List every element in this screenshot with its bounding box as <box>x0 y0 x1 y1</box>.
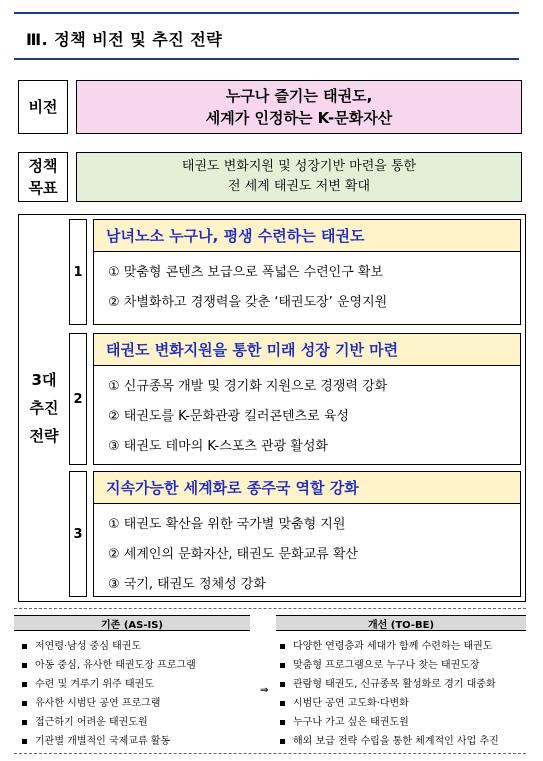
strategy-point: ② 태권도를 K-문화관광 킬러콘텐츠로 육성 <box>108 409 349 424</box>
list-item: 해외 보급 전략 수립을 통한 체계적인 사업 추진 <box>280 732 499 751</box>
as-is-list <box>22 637 196 751</box>
arrow-right-icon: ⇒ <box>260 685 269 696</box>
square-bullet-icon <box>280 701 285 706</box>
list-item: 다양한 연령층과 세대가 함께 수련하는 태권도 <box>280 637 499 656</box>
square-bullet-icon <box>280 663 285 668</box>
vision-line-2: 세계가 인정하는 K-문화자산 <box>205 109 393 127</box>
strategy-point: ② 차별화하고 경쟁력을 갖춘 ‘태권도장’ 운영지원 <box>108 295 388 310</box>
list-item: 접근하기 어려운 태권도원 <box>22 713 196 732</box>
goal-label <box>18 152 68 202</box>
strategy-points <box>94 504 520 600</box>
strategy-point: ③ 태권도 테마의 K-스포츠 관광 활성화 <box>108 439 328 454</box>
list-item: 시범단 공연 고도화·다변화 <box>280 694 499 713</box>
strategy-point: ② 세계인의 문화자산, 태권도 문화교류 확산 <box>108 547 358 562</box>
vision-line-1: 누구나 즐기는 태권도, <box>225 87 373 105</box>
strategy-points <box>94 366 520 462</box>
list-item: 누구나 가고 싶은 태권도원 <box>280 713 499 732</box>
square-bullet-icon <box>280 739 285 744</box>
goal-box <box>76 152 522 202</box>
strategy-number: 2 <box>69 333 87 465</box>
strategy-card <box>93 333 521 465</box>
strategy-label <box>19 215 69 601</box>
vision-label: 비전 <box>18 80 68 134</box>
strategy-number: 1 <box>69 219 87 325</box>
goal-line-2: 전 세계 태권도 저변 확대 <box>227 179 371 194</box>
strategy-title: 지속가능한 세계화로 종주국 역할 강화 <box>94 472 520 504</box>
section-title-bar <box>14 12 519 60</box>
square-bullet-icon <box>280 720 285 725</box>
strategy-point: ① 신규종목 개발 및 경기화 지원으로 경쟁력 강화 <box>108 379 388 394</box>
square-bullet-icon <box>280 644 285 649</box>
square-bullet-icon <box>280 682 285 687</box>
strategy-point: ① 태권도 확산을 위한 국가별 맞춤형 지원 <box>108 517 346 532</box>
strategy-points <box>94 252 520 318</box>
goal-label-line-2: 목표 <box>28 179 58 197</box>
list-item: 수련 및 겨루기 위주 태권도 <box>22 675 196 694</box>
square-bullet-icon <box>22 720 27 725</box>
square-bullet-icon <box>22 682 27 687</box>
strategy-card <box>93 219 521 325</box>
to-be-header: 개선 (TO-BE) <box>276 615 526 631</box>
vision-box <box>76 80 522 134</box>
as-is-header: 기존 (AS-IS) <box>14 615 250 631</box>
strategy-title: 남녀노소 누구나, 평생 수련하는 태권도 <box>94 220 520 252</box>
square-bullet-icon <box>22 701 27 706</box>
square-bullet-icon <box>22 663 27 668</box>
comparison-section <box>14 608 526 754</box>
list-item: 관람형 태권도, 신규종목 활성화로 경기 대중화 <box>280 675 499 694</box>
strategy-title: 태권도 변화지원을 통한 미래 성장 기반 마련 <box>94 334 520 366</box>
strategy-label-line-1: 3대 <box>31 371 57 389</box>
list-item: 기관별 개별적인 국제교류 활동 <box>22 732 196 751</box>
goal-label-line-1: 정책 <box>28 157 58 175</box>
list-item: 저연령·남성 중심 태권도 <box>22 637 196 656</box>
strategy-point: ① 맞춤형 콘텐츠 보급으로 폭넓은 수련인구 확보 <box>108 265 384 280</box>
strategy-section <box>18 214 526 602</box>
strategy-point: ③ 국기, 태권도 정체성 강화 <box>108 577 266 592</box>
strategy-number: 3 <box>69 471 87 597</box>
page-title: Ⅲ. 정책 비전 및 추진 전략 <box>26 30 223 49</box>
square-bullet-icon <box>22 644 27 649</box>
to-be-list <box>280 637 499 751</box>
strategy-label-line-2: 추진 <box>29 399 59 417</box>
list-item: 아동 중심, 유사한 태권도장 프로그램 <box>22 656 196 675</box>
goal-line-1: 태권도 변화지원 및 성장기반 마련을 통한 <box>181 159 417 174</box>
list-item: 맞춤형 프로그램으로 누구나 찾는 태권도장 <box>280 656 499 675</box>
strategy-card <box>93 471 521 597</box>
list-item: 유사한 시범단 공연 프로그램 <box>22 694 196 713</box>
square-bullet-icon <box>22 739 27 744</box>
strategy-label-line-3: 전략 <box>29 427 59 445</box>
